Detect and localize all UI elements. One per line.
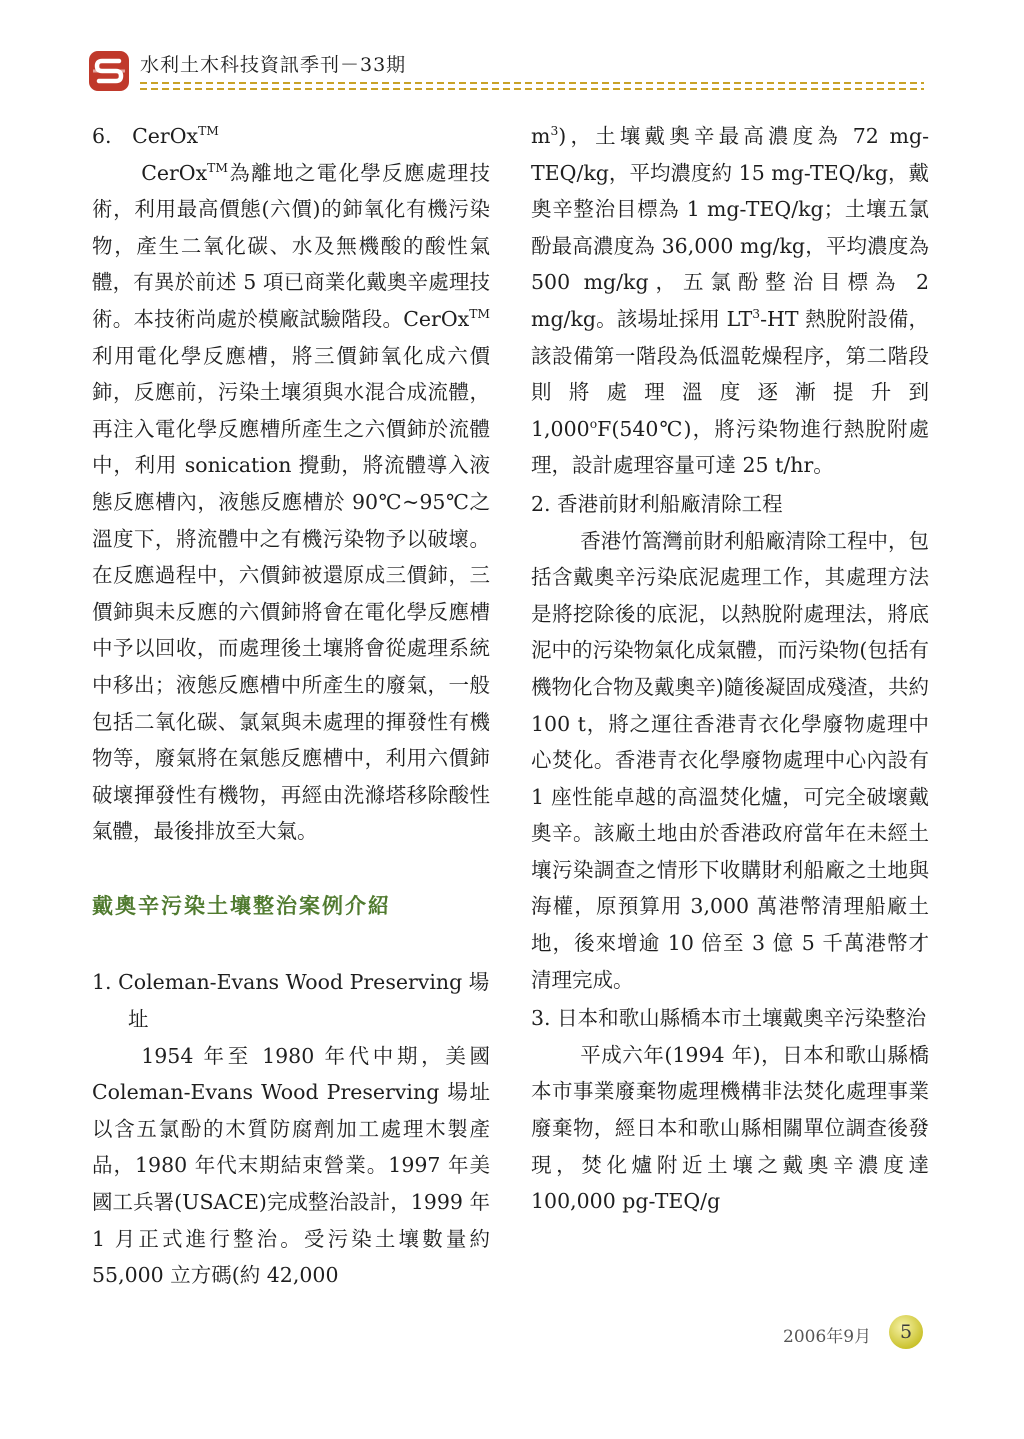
left-column [92,118,490,1294]
footer-date: 2006年9月 [783,1327,872,1347]
heading-cerox: 6. CerOx™ [92,124,219,148]
case2-paragraph: 香港竹篙灣前財利船廠清除工程中，包括含戴奧辛污染底泥處理工作，其處理方法是將挖除後的底泥，以熱脫附處理法，將底泥中的污染物氣化成氣體，而污染物(包括有機物化合物及戴奧辛)隨後凝固成殘渣，共約 100 t，將之運往香港青衣化學廢物處理中心焚化。香港青衣化學廢物處理中心內設有 1 座性能卓越的高溫焚化爐，可完全破壞戴奧辛。該廠土地由於香港政府當年在未經土壤污染調查之情形下收購財利船廠之土地與海權，原預算用 3,000 萬港幣清理船廠土地，後來增逾 10 倍至 3 億 5 千萬港幣才清理完成。 [531,528,929,992]
case3-paragraph: 平成六年(1994 年)，日本和歌山縣橋本市事業廢棄物處理機構非法焚化處理事業廢棄物，經日本和歌山縣相關單位調查後發現，焚化爐附近土壤之戴奧辛濃度達 100,000 pg-TEQ/g [531,1042,929,1214]
page-header [88,44,924,94]
page-number: 5 [899,1321,913,1343]
cerox-paragraph: CerOx™為離地之電化學反應處理技術，利用最高價態(六價)的鈰氧化有機污染物，產生二氧化碳、水及無機酸的酸性氣體，有異於前述 5 項已商業化戴奧辛處理技術。本技術尚處於模廠試驗階段。CerOx™利用電化學反應槽，將三價鈰氧化成六價鈰，反應前，污染土壤須與水混合成流體，再注入電化學反應槽所產生之六價鈰於流體中，利用 sonication 攪動，將流體導入液態反應槽內，液態反應槽於 90℃~95℃之溫度下，將流體中之有機污染物予以破壞。在反應過程中，六價鈰被還原成三價鈰，三價鈰與未反應的六價鈰將會在電化學反應槽中予以回收，而處理後土壤將會從處理系統中移出；液態反應槽中所產生的廢氣，一般包括二氧化碳、氯氣與未處理的揮發性有機物等，廢氣將在氣態反應槽中，利用六價鈰破壞揮發性有機物，再經由洗滌塔移除酸性氣體，最後排放至大氣。 [92,160,490,844]
journal-title: 水利土木科技資訊季刊－33期 [140,54,407,76]
header-dashed-rule [140,80,924,92]
case1-title: 1. Coleman-Evans Wood Preserving 場址 [92,970,490,1032]
case1-paragraph: 1954 年至 1980 年代中期，美國 Coleman-Evans Wood Preserving 場址以含五氯酚的木質防腐劑加工處理木製產品，1980 年代末期結束營業。1997 年美國工兵署(USACE)完成整治設計，1999 年 1 月正式進行整治。受污染土壤數量約 55,000 立方碼(約 42,000 [92,1043,490,1288]
journal-logo-icon [88,50,130,92]
right-column [531,118,929,1220]
case1-continued-paragraph: $m^3$)，土壤戴奧辛最高濃度為 72 mg-TEQ/kg，平均濃度約 15 mg-TEQ/kg，戴奧辛整治目標為 1 mg-TEQ/kg；土壤五氯酚最高濃度為 36,000 mg/kg，平均濃度為 500 mg/kg，五氯酚整治目標為 2 mg/kg。該場址採用 $LT^3-HT$ 熱脫附設備，該設備第一階段為低溫乾燥程序，第二階段則將處理溫度逐漸提升到 1,000$^o$F(540℃)，將污染物進行熱脫附處理，設計處理容量可達 25 t/hr。 [531,124,929,478]
case3-title: 3. 日本和歌山縣橋本市土壤戴奧辛污染整治 [531,1006,927,1031]
section-title: 戴奧辛污染土壤整治案例介紹 [92,893,391,918]
case2-title: 2. 香港前財利船廠清除工程 [531,491,783,516]
